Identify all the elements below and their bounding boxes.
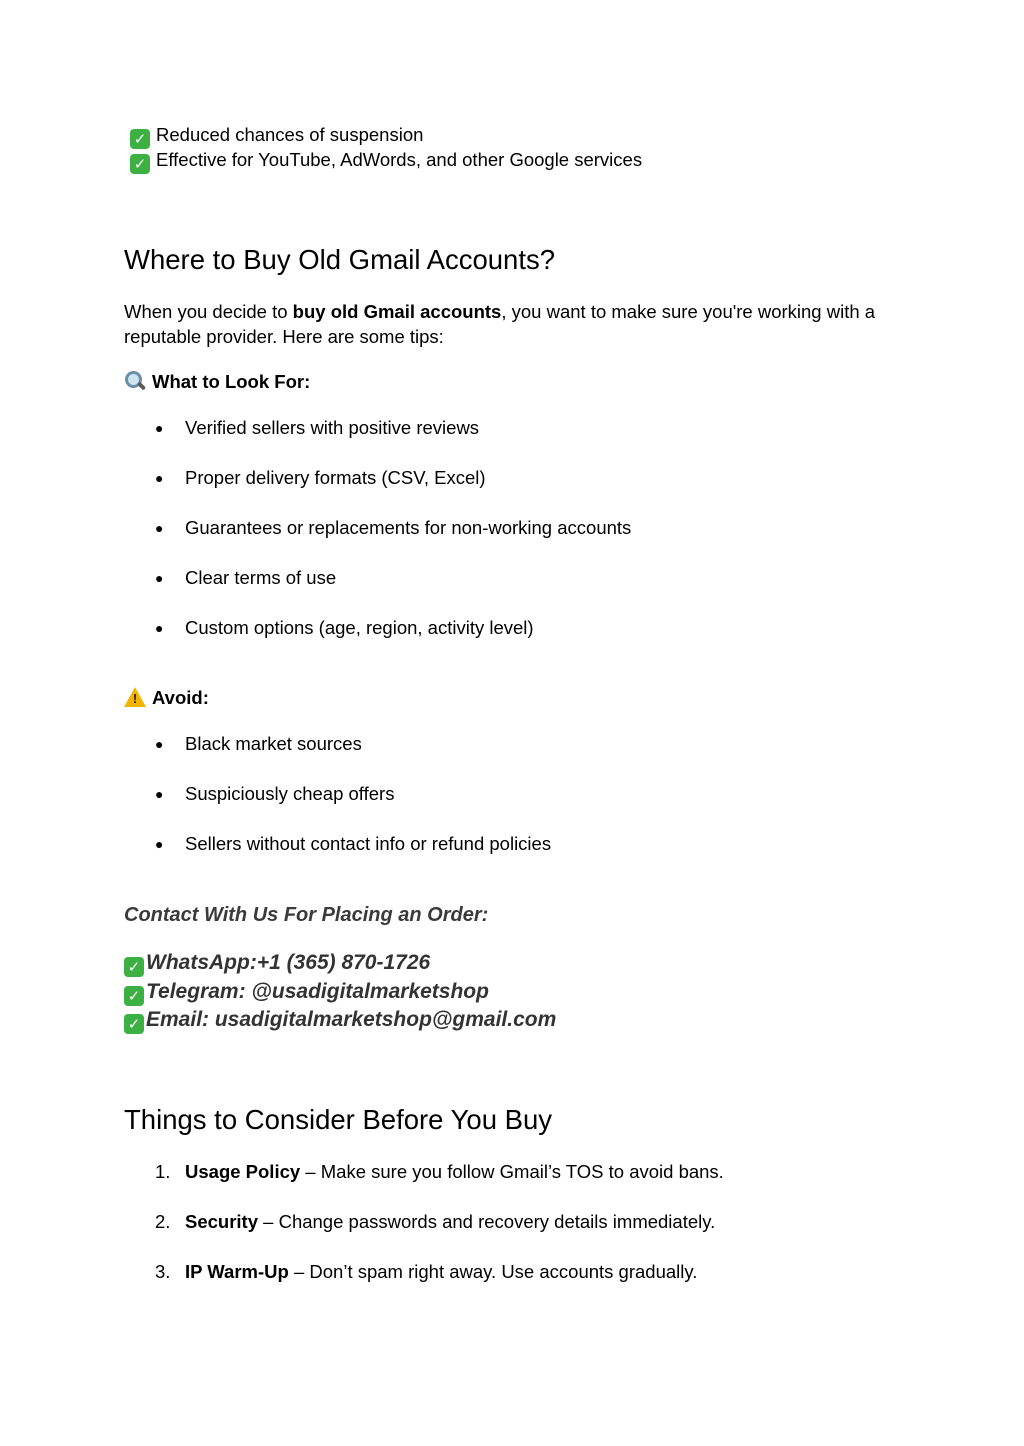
item-number: 3. [155, 1261, 171, 1282]
list-item-text: Custom options (age, region, activity level) [185, 617, 534, 638]
list-item [155, 616, 534, 640]
list-item-text: Proper delivery formats (CSV, Excel) [185, 467, 486, 488]
list-item-text: Sellers without contact info or refund policies [185, 833, 552, 854]
list-item-text: Black market sources [185, 733, 362, 754]
list-item [155, 466, 486, 490]
list-item-text: Clear terms of use [185, 567, 337, 588]
item-title: Security [185, 1211, 259, 1232]
section-heading-consider: Things to Consider Before You Buy [124, 1104, 553, 1135]
contact-email: Email: usadigitalmarketshop@gmail.com [146, 1008, 557, 1031]
item-title: Usage Policy [185, 1161, 301, 1182]
check-icon: ✓ [130, 129, 150, 149]
numbered-item [155, 1210, 715, 1234]
check-icon: ✓ [130, 154, 150, 174]
bullet-dot: ● [155, 420, 164, 436]
bullet-dot: ● [155, 736, 164, 752]
intro-text-end: , you want to make sure you're working with a reputable provider. Here are some tips: [124, 301, 876, 347]
benefit-text: Reduced chances of suspension [156, 124, 424, 145]
warning-icon: ! [124, 687, 146, 707]
list-item [155, 782, 394, 806]
list-item [155, 416, 479, 440]
bullet-dot: ● [155, 786, 164, 802]
list-item-text: Guarantees or replacements for non-working accounts [185, 517, 632, 538]
numbered-item [155, 1260, 697, 1284]
bullet-dot: ● [155, 570, 164, 586]
item-text: – Change passwords and recovery details immediately. [258, 1211, 716, 1232]
avoid-label-text: Avoid: [152, 687, 209, 708]
bullet-dot: ● [155, 836, 164, 852]
list-item [155, 732, 362, 756]
item-number: 1. [155, 1161, 171, 1182]
look-for-label-text: What to Look For: [152, 371, 311, 392]
look-for-label [124, 370, 310, 394]
list-item [155, 566, 336, 590]
item-title: IP Warm-Up [185, 1261, 289, 1282]
intro-paragraph [124, 299, 914, 349]
item-text: – Don’t spam right away. Use accounts gradually. [288, 1261, 698, 1282]
magnifier-icon [124, 370, 146, 392]
numbered-item [155, 1160, 724, 1184]
contact-line-email [124, 1006, 556, 1034]
list-item-text: Suspiciously cheap offers [185, 783, 395, 804]
bullet-dot: ● [155, 620, 164, 636]
item-number: 2. [155, 1211, 171, 1232]
item-text: – Make sure you follow Gmail’s TOS to avoid bans. [300, 1161, 724, 1182]
contact-whatsapp: WhatsApp:+1 (365) 870-1726 [146, 951, 431, 974]
benefit-line [130, 123, 423, 149]
contact-line-telegram [124, 978, 489, 1006]
intro-text: When you decide to [124, 301, 293, 322]
contact-heading: Contact With Us For Placing an Order: [124, 904, 489, 926]
contact-line-whatsapp [124, 949, 430, 977]
benefit-line [130, 148, 642, 174]
benefit-text: Effective for YouTube, AdWords, and other Google services [156, 149, 643, 170]
list-item [155, 832, 551, 856]
avoid-label [124, 686, 209, 710]
bullet-dot: ● [155, 520, 164, 536]
check-icon: ✓ [124, 957, 144, 977]
section-heading-where-to-buy: Where to Buy Old Gmail Accounts? [124, 244, 556, 275]
contact-telegram: Telegram: @usadigitalmarketshop [146, 980, 489, 1003]
list-item-text: Verified sellers with positive reviews [185, 417, 480, 438]
intro-bold-text: buy old Gmail accounts [292, 301, 502, 322]
check-icon: ✓ [124, 1014, 144, 1034]
list-item [155, 516, 631, 540]
bullet-dot: ● [155, 470, 164, 486]
check-icon: ✓ [124, 986, 144, 1006]
